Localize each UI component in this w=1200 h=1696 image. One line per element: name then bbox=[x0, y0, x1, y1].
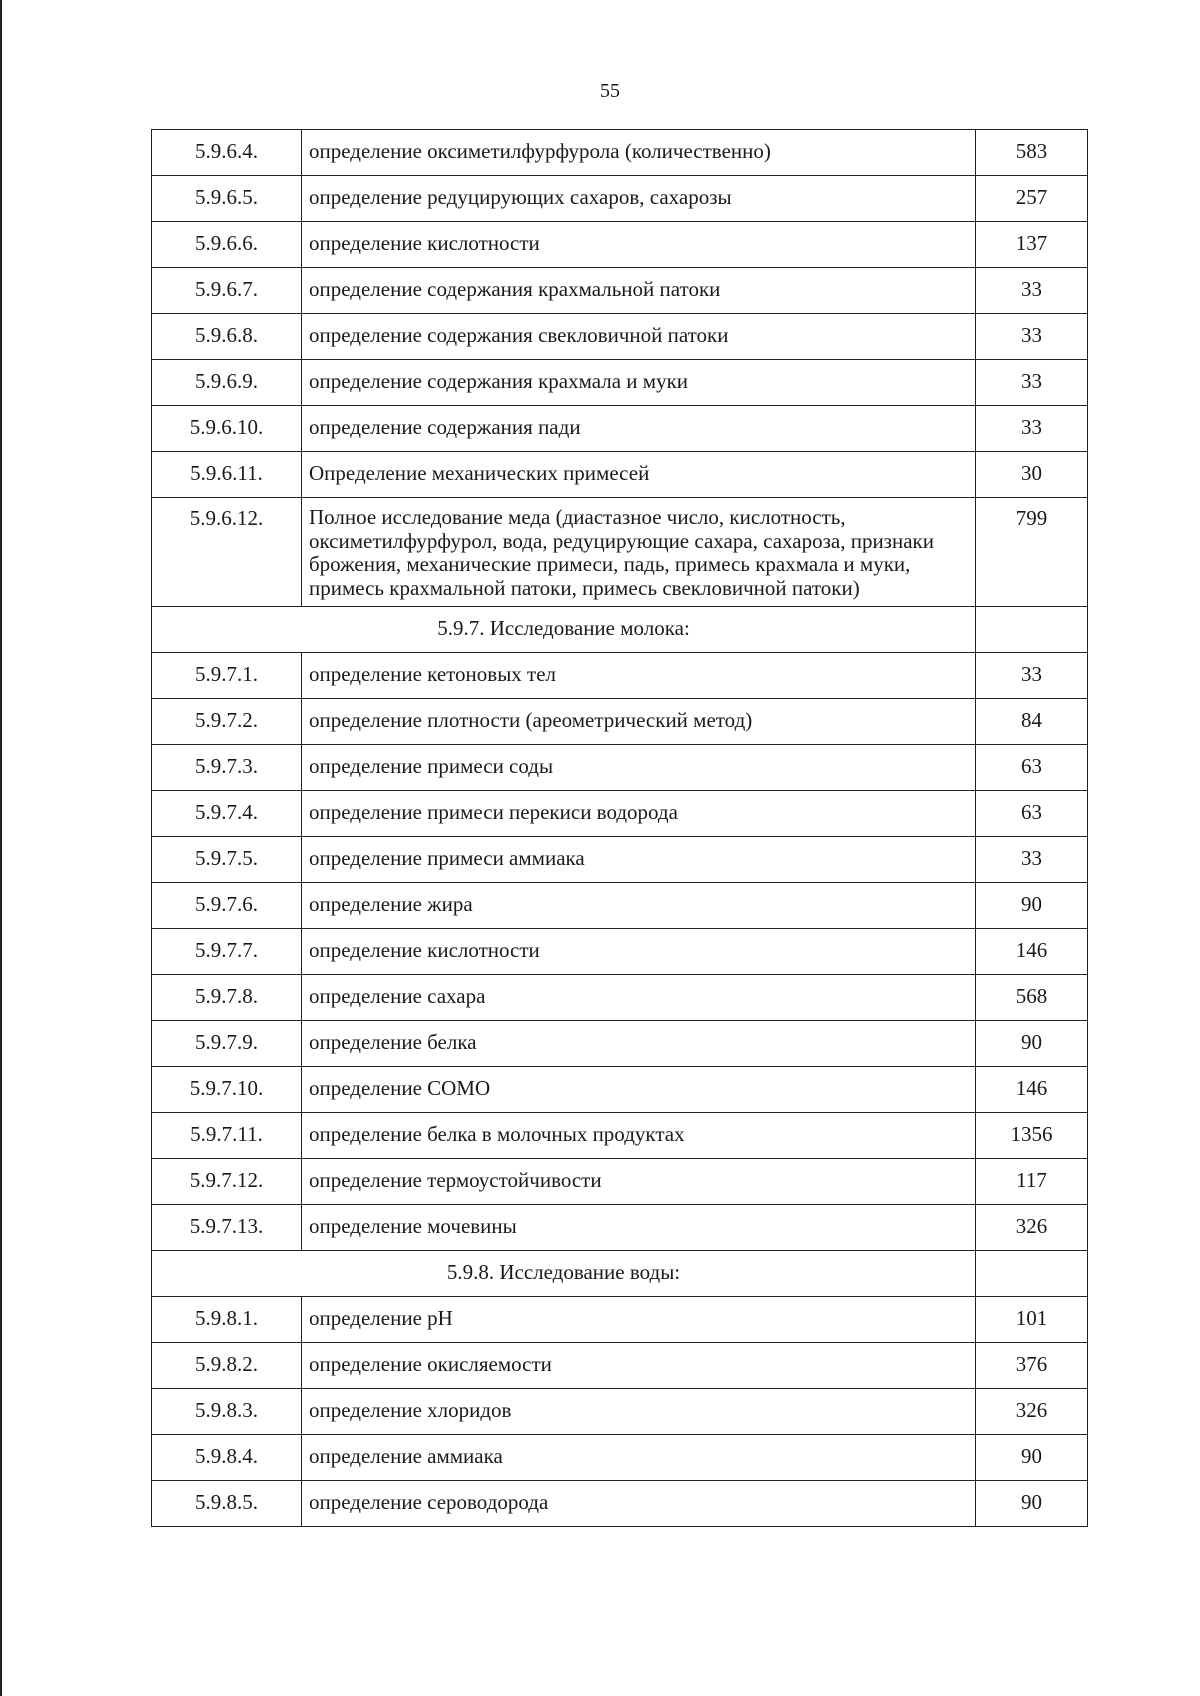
description-cell: определение pH bbox=[302, 1297, 976, 1343]
table-row bbox=[152, 837, 1088, 883]
table-row bbox=[152, 452, 1088, 498]
table-row bbox=[152, 653, 1088, 699]
section-price-cell bbox=[976, 1251, 1088, 1297]
code-cell: 5.9.7.4. bbox=[152, 791, 302, 837]
code-cell: 5.9.6.6. bbox=[152, 222, 302, 268]
code-cell: 5.9.7.11. bbox=[152, 1113, 302, 1159]
code-cell: 5.9.7.3. bbox=[152, 745, 302, 791]
price-cell: 63 bbox=[976, 745, 1088, 791]
table-row bbox=[152, 406, 1088, 452]
description-cell: определение сахара bbox=[302, 975, 976, 1021]
price-cell: 33 bbox=[976, 314, 1088, 360]
description-cell: определение мочевины bbox=[302, 1205, 976, 1251]
price-cell: 146 bbox=[976, 1067, 1088, 1113]
description-cell: определение примеси перекиси водорода bbox=[302, 791, 976, 837]
price-cell: 33 bbox=[976, 837, 1088, 883]
table-row bbox=[152, 314, 1088, 360]
table-row bbox=[152, 883, 1088, 929]
code-cell: 5.9.6.11. bbox=[152, 452, 302, 498]
price-cell: 117 bbox=[976, 1159, 1088, 1205]
code-cell: 5.9.7.2. bbox=[152, 699, 302, 745]
table-row bbox=[152, 1435, 1088, 1481]
code-cell: 5.9.7.10. bbox=[152, 1067, 302, 1113]
table-row bbox=[152, 130, 1088, 176]
description-cell: определение содержания пади bbox=[302, 406, 976, 452]
table-row bbox=[152, 699, 1088, 745]
description-cell: определение жира bbox=[302, 883, 976, 929]
code-cell: 5.9.6.7. bbox=[152, 268, 302, 314]
table-row bbox=[152, 1297, 1088, 1343]
code-cell: 5.9.8.5. bbox=[152, 1481, 302, 1527]
description-cell: Полное исследование меда (диастазное число, кислотность, оксиметилфурфурол, вода, редуцирующие сахара, сахароза, признаки брожения, механические примеси, падь, примесь крахмала и муки, примесь крахмальной патоки, примесь свекловичной патоки) bbox=[302, 498, 976, 607]
table-row bbox=[152, 360, 1088, 406]
page-left-edge bbox=[0, 0, 2, 1696]
price-cell: 137 bbox=[976, 222, 1088, 268]
description-cell: определение кислотности bbox=[302, 222, 976, 268]
price-cell: 568 bbox=[976, 975, 1088, 1021]
table-row bbox=[152, 1113, 1088, 1159]
description-cell: определение оксиметилфурфурола (количественно) bbox=[302, 130, 976, 176]
section-header-row bbox=[152, 607, 1088, 653]
description-cell: определение сероводорода bbox=[302, 1481, 976, 1527]
code-cell: 5.9.7.7. bbox=[152, 929, 302, 975]
table-row bbox=[152, 745, 1088, 791]
price-cell: 326 bbox=[976, 1389, 1088, 1435]
price-cell: 33 bbox=[976, 360, 1088, 406]
description-cell: определение кислотности bbox=[302, 929, 976, 975]
description-cell: определение содержания крахмала и муки bbox=[302, 360, 976, 406]
code-cell: 5.9.8.3. bbox=[152, 1389, 302, 1435]
table-row bbox=[152, 1159, 1088, 1205]
description-cell: определение хлоридов bbox=[302, 1389, 976, 1435]
section-price-cell bbox=[976, 607, 1088, 653]
code-cell: 5.9.7.12. bbox=[152, 1159, 302, 1205]
code-cell: 5.9.8.1. bbox=[152, 1297, 302, 1343]
description-cell: определение примеси соды bbox=[302, 745, 976, 791]
code-cell: 5.9.7.8. bbox=[152, 975, 302, 1021]
price-cell: 63 bbox=[976, 791, 1088, 837]
description-cell: определение редуцирующих сахаров, сахарозы bbox=[302, 176, 976, 222]
price-cell: 799 bbox=[976, 498, 1088, 607]
description-cell: определение СОМО bbox=[302, 1067, 976, 1113]
code-cell: 5.9.6.8. bbox=[152, 314, 302, 360]
table-row bbox=[152, 1343, 1088, 1389]
description-cell: определение кетоновых тел bbox=[302, 653, 976, 699]
table-row bbox=[152, 975, 1088, 1021]
description-cell: определение примеси аммиака bbox=[302, 837, 976, 883]
page-number: 55 bbox=[600, 80, 620, 102]
table-row bbox=[152, 929, 1088, 975]
code-cell: 5.9.8.2. bbox=[152, 1343, 302, 1389]
description-cell: определение содержания крахмальной патоки bbox=[302, 268, 976, 314]
description-cell: определение термоустойчивости bbox=[302, 1159, 976, 1205]
price-cell: 257 bbox=[976, 176, 1088, 222]
code-cell: 5.9.6.10. bbox=[152, 406, 302, 452]
table-row bbox=[152, 1481, 1088, 1527]
price-cell: 326 bbox=[976, 1205, 1088, 1251]
price-cell: 101 bbox=[976, 1297, 1088, 1343]
code-cell: 5.9.6.12. bbox=[152, 498, 302, 607]
table-row bbox=[152, 1205, 1088, 1251]
price-cell: 1356 bbox=[976, 1113, 1088, 1159]
code-cell: 5.9.8.4. bbox=[152, 1435, 302, 1481]
code-cell: 5.9.7.13. bbox=[152, 1205, 302, 1251]
price-cell: 583 bbox=[976, 130, 1088, 176]
table-row bbox=[152, 1389, 1088, 1435]
description-cell: определение плотности (ареометрический метод) bbox=[302, 699, 976, 745]
price-cell: 146 bbox=[976, 929, 1088, 975]
price-cell: 90 bbox=[976, 1435, 1088, 1481]
code-cell: 5.9.7.1. bbox=[152, 653, 302, 699]
table-row bbox=[152, 1067, 1088, 1113]
description-cell: определение аммиака bbox=[302, 1435, 976, 1481]
price-cell: 90 bbox=[976, 1021, 1088, 1067]
section-title: 5.9.7. Исследование молока: bbox=[152, 607, 976, 653]
price-cell: 376 bbox=[976, 1343, 1088, 1389]
price-cell: 90 bbox=[976, 883, 1088, 929]
price-cell: 33 bbox=[976, 406, 1088, 452]
price-cell: 90 bbox=[976, 1481, 1088, 1527]
code-cell: 5.9.7.5. bbox=[152, 837, 302, 883]
price-cell: 84 bbox=[976, 699, 1088, 745]
code-cell: 5.9.6.5. bbox=[152, 176, 302, 222]
description-cell: определение белка bbox=[302, 1021, 976, 1067]
table-row bbox=[152, 498, 1088, 607]
description-cell: определение содержания свекловичной патоки bbox=[302, 314, 976, 360]
code-cell: 5.9.6.9. bbox=[152, 360, 302, 406]
price-cell: 30 bbox=[976, 452, 1088, 498]
code-cell: 5.9.7.9. bbox=[152, 1021, 302, 1067]
price-table bbox=[151, 129, 1088, 1527]
description-cell: Определение механических примесей bbox=[302, 452, 976, 498]
table-row bbox=[152, 176, 1088, 222]
table-row bbox=[152, 1021, 1088, 1067]
section-title: 5.9.8. Исследование воды: bbox=[152, 1251, 976, 1297]
description-cell: определение окисляемости bbox=[302, 1343, 976, 1389]
price-cell: 33 bbox=[976, 268, 1088, 314]
code-cell: 5.9.7.6. bbox=[152, 883, 302, 929]
table-row bbox=[152, 268, 1088, 314]
code-cell: 5.9.6.4. bbox=[152, 130, 302, 176]
price-cell: 33 bbox=[976, 653, 1088, 699]
section-header-row bbox=[152, 1251, 1088, 1297]
description-cell: определение белка в молочных продуктах bbox=[302, 1113, 976, 1159]
table-row bbox=[152, 791, 1088, 837]
table-row bbox=[152, 222, 1088, 268]
